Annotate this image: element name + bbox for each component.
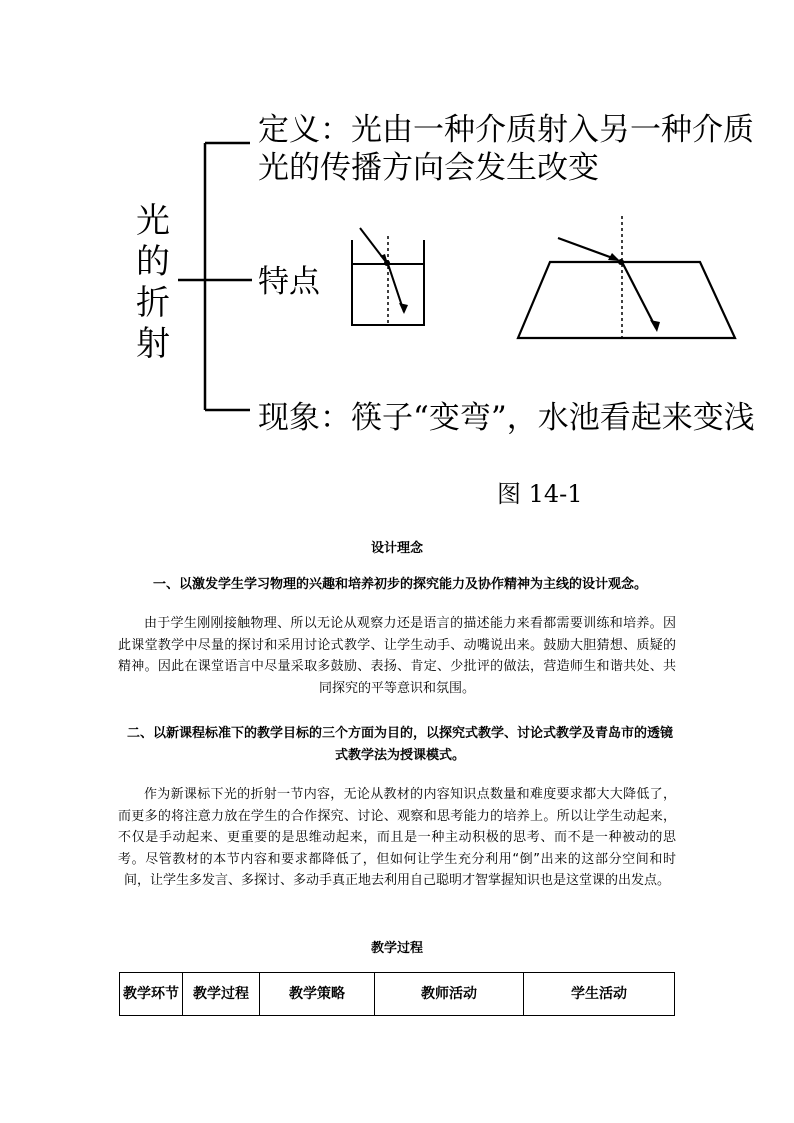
feature-label: 特点 (258, 264, 320, 300)
section2-body: 作为新课标下光的折射一节内容，无论从教材的内容知识点数量和难度要求都大大降低了，而更多的将注意力放在学生的合作探究、讨论、观察和思考能力的培养上。所以让学生动起来，不仅是手动起来、更重要的是思维动起来，而且是一种主动积极的思考、而不是一种被动的思考。尽管教材的本节内容和要求都降低了，但如何让学生充分利用“倒”出来的这部分空间和时间，让学生多发言、多探讨、多动手真正地去利用自己聪明才智掌握知识也是这堂课的出发点。 (118, 787, 676, 889)
teaching-process-table (119, 972, 675, 1016)
header-cell-student: 学生活动 (524, 973, 675, 1016)
definition-line-2: 光的传播方向会发生改变 (258, 150, 599, 186)
main-label-char: 的 (136, 242, 170, 282)
beaker-refraction-diagram (352, 228, 424, 326)
definition-line-1: 定义：光由一种介质射入另一种介质 (258, 112, 754, 148)
refraction-concept-figure (0, 0, 794, 520)
main-label-char: 射 (136, 324, 170, 364)
bracket-lines (178, 143, 252, 410)
header-cell-process: 教学过程 (183, 973, 260, 1016)
figure-main-label (136, 201, 170, 364)
section2-heading: 二、以新课程标准下的教学目标的三个方面为目的，以探究式教学、讨论式教学及青岛市的透镜式教学法为授课模式。 (126, 726, 673, 763)
prism-refraction-diagram (518, 216, 735, 338)
header-cell-stage: 教学环节 (120, 973, 183, 1016)
process-title: 教学过程 (370, 941, 423, 956)
main-label-char: 折 (136, 283, 170, 323)
table-header-row (120, 973, 675, 1016)
section1-body: 由于学生刚刚接触物理、所以无论从观察力还是语言的描述能力来看都需要训练和培养。因此课堂教学中尽量的探讨和采用讨论式教学、让学生动手、动嘴说出来。鼓励大胆猜想、质疑的精神。因此在课堂语言中尽量采取多鼓励、表扬、肯定、少批评的做法，营造师生和谐共处、共同探究的平等意识和氛围。 (118, 616, 676, 696)
main-label-char: 光 (136, 201, 170, 241)
phenomenon-line: 现象：筷子“变弯”，水池看起来变浅 (258, 400, 755, 436)
figure-caption: 图 14-1 (497, 480, 583, 508)
design-title: 设计理念 (370, 541, 423, 556)
header-cell-teacher: 教师活动 (375, 973, 524, 1016)
header-cell-strategy: 教学策略 (260, 973, 375, 1016)
section1-heading: 一、以激发学生学习物理的兴趣和培养初步的探究能力及协作精神为主线的设计观念。 (152, 577, 647, 592)
